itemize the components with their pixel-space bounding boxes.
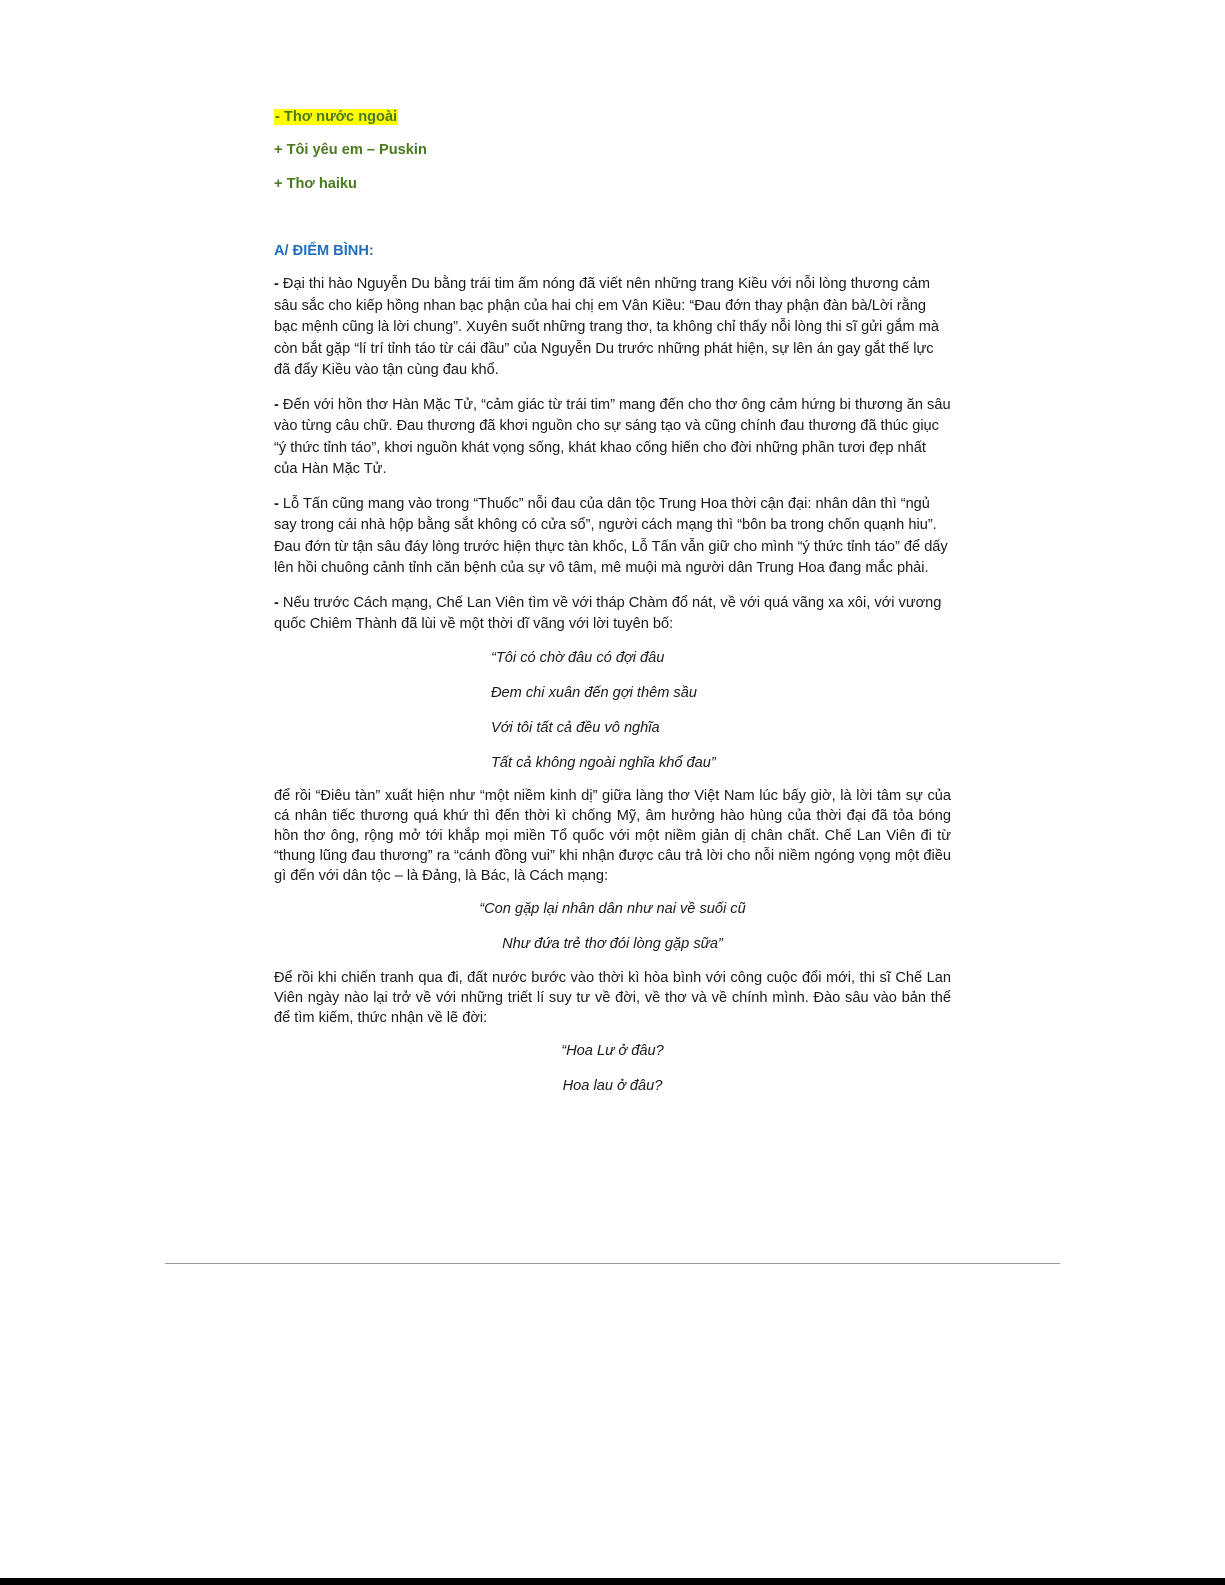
bullet-dash: -	[274, 495, 279, 512]
verse-block-2	[274, 899, 951, 955]
document-page	[274, 107, 951, 1097]
paragraph-text: Lỗ Tấn cũng mang vào trong “Thuốc” nỗi đau của dân tộc Trung Hoa thời cận đại: nhân dân thì “ngủ say trong cái nhà hộp bằng sắt không có cửa sổ”, người cách mạng thì “bôn ba trong chốn quạnh hiu”. Đau đớn từ tận sâu đáy lòng trước hiện thực tàn khốc, Lỗ Tấn vẫn giữ cho mình “ý thức tỉnh táo” để dấy lên hồi chuông cảnh tỉnh căn bệnh của sự vô tâm, mê muội mà người dân Trung Hoa đang mắc phải.	[274, 495, 948, 576]
highlighted-text: - Thơ nước ngoài	[275, 109, 398, 125]
bottom-edge-bar	[0, 1578, 1225, 1585]
verse-line: Với tôi tất cả đều vô nghĩa	[491, 719, 660, 736]
verse-block-3	[274, 1041, 951, 1097]
verse-line: Tất cả không ngoài nghĩa khổ đau”	[491, 754, 716, 771]
verse-line: “Hoa Lư ở đâu?	[561, 1042, 664, 1059]
paragraph-text: Đến với hồn thơ Hàn Mặc Tử, “cảm giác từ trái tim” mang đến cho thơ ông cảm hứng bi thương ăn sâu vào từng câu chữ. Đau thương đã khơi nguồn cho sự sáng tạo và cũng chính đau thương đã thúc giục “ý thức tỉnh táo”, khơi nguồn khát vọng sống, khát khao cống hiến cho đời những phần tươi đẹp nhất của Hàn Mặc Tử.	[274, 396, 951, 477]
paragraph-text: Nếu trước Cách mạng, Chế Lan Viên tìm về với tháp Chàm đổ nát, về với quá vãng xa xôi, với vương quốc Chiêm Thành đã lùi về một thời dĩ vãng với lời tuyên bố:	[274, 594, 942, 632]
bullet-dash: -	[274, 276, 279, 292]
verse-line: Hoa lau ở đâu?	[562, 1077, 663, 1094]
bullet-dash: -	[274, 396, 279, 413]
verse-line: Đem chi xuân đến gợi thêm sầu	[491, 684, 697, 701]
footer-divider	[165, 1263, 1060, 1264]
list-item-poem: + Tôi yêu em – Puskin	[274, 142, 427, 158]
verse-line: “Tôi có chờ đâu có đợi đâu	[491, 649, 665, 666]
list-item-haiku: + Thơ haiku	[274, 176, 357, 192]
verse-line: Như đứa trẻ thơ đói lòng gặp sữa”	[502, 935, 723, 952]
bullet-dash: -	[274, 594, 279, 611]
verse-block-1	[274, 648, 951, 774]
paragraph-lo-tan	[274, 494, 951, 580]
verse-line: “Con gặp lại nhân dân như nai về suối cũ	[479, 900, 746, 917]
paragraph-nguyen-du	[274, 274, 951, 382]
paragraph-doi-moi: Để rồi khi chiến tranh qua đi, đất nước bước vào thời kì hòa bình với công cuộc đổi mới, thi sĩ Chế Lan Viên ngày nào lại trở về với những triết lí suy tư về đời, về thơ và về chính mình. Đào sâu vào bản thể để tìm kiếm, thức nhận về lẽ đời:	[274, 969, 951, 1026]
paragraph-han-mac-tu	[274, 395, 951, 481]
list-item-foreign-poetry	[274, 107, 951, 128]
paragraph-dieu-tan: để rồi “Điêu tàn” xuất hiện như “một niềm kinh dị” giữa làng thơ Việt Nam lúc bấy giờ, là lời tâm sự của cá nhân tiếc thương quá khứ thì đến thời kì chống Mỹ, âm hưởng hào hùng của thời đại đã tỏa bóng hồn thơ ông, rộng mở tới khắp mọi miền Tổ quốc với một niềm giản dị chân chất. Chế Lan Viên đi từ “thung lũng đau thương” ra “cánh đồng vui” khi nhận được câu trả lời cho nỗi niềm ngóng vọng một điều gì đến với dân tộc – là Đảng, là Bác, là Cách mạng:	[274, 787, 951, 884]
paragraph-text: Đại thi hào Nguyễn Du bằng trái tim ấm nóng đã viết nên những trang Kiều với nỗi lòng thương cảm sâu sắc cho kiếp hồng nhan bạc phận của hai chị em Vân Kiều: “Đau đớn thay phận đàn bà/Lời rằng bạc mệnh cũng là lời chung”. Xuyên suốt những trang thơ, ta không chỉ thấy nỗi lòng thi sĩ gửi gắm mà còn bắt gặp “lí trí tỉnh táo từ cái đầu” của Nguyễn Du trước những phát hiện, sự lên án gay gắt thế lực đã đẩy Kiều vào tận cùng đau khổ.	[274, 276, 939, 378]
paragraph-che-lan-vien	[274, 593, 951, 636]
section-heading: A/ ĐIỂM BÌNH:	[274, 243, 374, 259]
